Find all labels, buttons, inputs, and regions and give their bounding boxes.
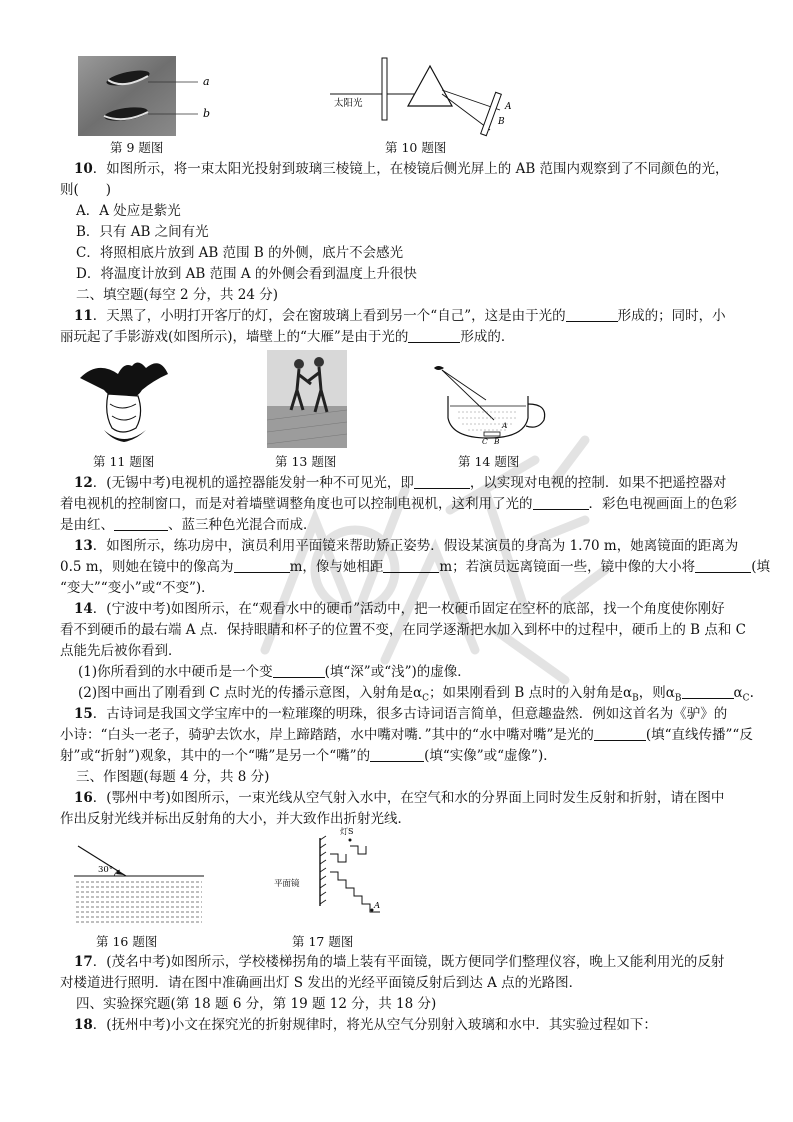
q12-line2: 着电视机的控制窗口，而是对着墙壁调整角度也可以控制电视机，这利用了光的 ．彩色电视画面上的色彩 — [60, 496, 737, 512]
q12-line1: 12．(无锡中考)电视机的遥控器能发射一种不可见光，即 ，以实现对电视的控制．如果不把遥控器对 — [74, 475, 727, 491]
fig14-caption: 第 14 题图 — [458, 454, 520, 469]
q10-option-d: D．将温度计放到 AB 范围 A 的外侧会看到温度上升很快 — [76, 266, 417, 282]
fig9-label-a: a — [203, 75, 210, 88]
q13-blank2 — [383, 558, 439, 573]
q17-line1: 17．(茂名中考)如图所示，学校楼梯拐角的墙上装有平面镜，既方便同学们整理仪容，晚上又能利用光的反射 — [74, 954, 725, 970]
fig17-mirror-label: 平面镜 — [274, 879, 300, 889]
section-2-heading: 二、填空题(每空 2 分，共 24 分) — [76, 287, 278, 303]
q17-line2: 对楼道进行照明．请在图中准确画出灯 S 发出的光经平面镜反射后到达 A 点的光路图． — [60, 975, 583, 991]
fig11-hand-shadow-image — [78, 354, 170, 448]
fig17-label-A: A — [374, 901, 381, 911]
q14-sub2: (2)图中画出了刚看到 C 点时光的传播示意图，入射角是$\alpha_C$；如果刚看到 B 点时的入射角是$\alpha_B$，则$\alpha_B$ $\alpha_C$. — [78, 685, 754, 704]
q10-number: 10 — [74, 161, 93, 177]
q16-line1: 16．(鄂州中考)如图所示，一束光线从空气射入水中，在空气和水的分界面上同时发生反射和折射，请在图中 — [74, 790, 725, 806]
q18-line1: 18．(抚州中考)小文在探究光的折射规律时，将光从空气分别射入玻璃和水中．其实验过程如下： — [74, 1017, 657, 1033]
q14-line2: 看不到硬币的最右端 A 点．保持眼睛和杯子的位置不变，在同学逐渐把水加入到杯中的过程中，硬币上的 B 点和 C — [60, 622, 746, 638]
q12-blank1 — [414, 474, 470, 489]
q13-line2: 0.5 m，则她在镜中的像高为 m，像与她相距 m；若演员远离镜面一些，镜中像的大小将 (填 — [60, 559, 770, 575]
fig9-photo — [78, 56, 230, 136]
q13-line1: 13．如图所示，练功房中，演员利用平面镜来帮助矫正姿势．假设某演员的身高为 1.70 m，她离镜面的距离为 — [74, 538, 739, 554]
q12-line3: 是由红、 、蓝三种色光混合而成． — [60, 517, 317, 533]
q14-line1: 14．(宁波中考)如图所示，在“观看水中的硬币”活动中，把一枚硬币固定在空杯的底部，找一个角度使你刚好 — [74, 601, 725, 617]
fig9-caption: 第 9 题图 — [110, 140, 164, 155]
q10-stem-line2: 则( ) — [60, 182, 112, 198]
q15-blank2 — [370, 747, 424, 762]
fig14-label-A: A — [502, 421, 508, 430]
fig14-label-C: C — [482, 437, 488, 446]
q15-line1: 15．古诗词是我国文学宝库中的一粒璀璨的明珠，很多古诗词语言简单，但意趣盎然．例如这首名为《驴》的 — [74, 706, 728, 722]
q10-stem-line1: 10．如图所示，将一束太阳光投射到玻璃三棱镜上，在棱镜后侧光屏上的 AB 范围内观察到了不同颜色的光， — [74, 161, 729, 177]
q14-blank2 — [682, 684, 734, 699]
q11-blank2 — [408, 328, 460, 343]
q15-line3: 射”或“折射”)观象，其中的一个“嘴”是另一个“嘴”的 (填“实像”或“虚像”)． — [60, 748, 557, 764]
q13-blank1 — [234, 558, 290, 573]
fig13-caption: 第 13 题图 — [275, 454, 337, 469]
fig14-label-B: B — [494, 437, 500, 446]
fig10-label-A: A — [505, 102, 512, 112]
fig16-caption: 第 16 题图 — [96, 934, 158, 949]
fig10-caption: 第 10 题图 — [385, 140, 447, 155]
q14-sub1: (1)你所看到的水中硬币是一个变 (填“深”或“浅”)的虚像． — [78, 664, 471, 680]
fig17-lamp-label: 灯S — [340, 827, 354, 836]
fig16-angle-label: 30° — [98, 865, 114, 875]
q10-option-c: C．将照相底片放到 AB 范围 B 的外侧，底片不会感光 — [76, 245, 404, 261]
fig17-caption: 第 17 题图 — [292, 934, 354, 949]
q11-line1: 11．天黑了，小明打开客厅的灯，会在窗玻璃上看到另一个“自己”，这是由于光的 形成的；同时，小 — [74, 308, 726, 324]
q10-option-b: B．只有 AB 之间有光 — [76, 224, 209, 240]
fig9-label-b: b — [203, 107, 211, 120]
q14-line3: 点能先后被你看到． — [60, 643, 182, 659]
q15-blank1 — [594, 726, 646, 741]
fig11-caption: 第 11 题图 — [93, 454, 155, 469]
q16-line2: 作出反射光线并标出反射角的大小，并大致作出折射光线． — [60, 811, 411, 827]
q13-blank3 — [695, 558, 751, 573]
fig13-dancers-image — [267, 350, 347, 448]
fig10-sunlight-label: 太阳光 — [334, 98, 363, 109]
q11-blank1 — [566, 307, 618, 322]
q11-line2: 丽玩起了手影游戏(如图所示)，墙壁上的“大雁”是由于光的 形成的． — [60, 329, 515, 345]
section-3-heading: 三、作图题(每题 4 分，共 8 分) — [76, 769, 270, 785]
q14-blank1 — [273, 663, 325, 678]
q10-option-a: A．A 处应是紫光 — [76, 203, 181, 219]
fig10-prism-diagram — [330, 54, 520, 138]
q13-line3: “变大”“变小”或“不变”)． — [60, 580, 215, 596]
fig16-water-diagram — [74, 838, 204, 928]
fig17-stair-mirror-diagram — [272, 824, 392, 928]
q15-line2: 小诗：“白头一老子，骑驴去饮水，岸上蹄踏踏，水中嘴对嘴．”其中的“水中嘴对嘴”是光的 (填“直线传播”“反 — [60, 727, 753, 743]
q12-blank2 — [533, 495, 589, 510]
fig14-cup-diagram — [428, 358, 550, 448]
fig10-label-B: B — [498, 117, 505, 127]
q12-blank3 — [114, 516, 168, 531]
section-4-heading: 四、实验探究题(第 18 题 6 分，第 19 题 12 分，共 18 分) — [76, 996, 437, 1012]
